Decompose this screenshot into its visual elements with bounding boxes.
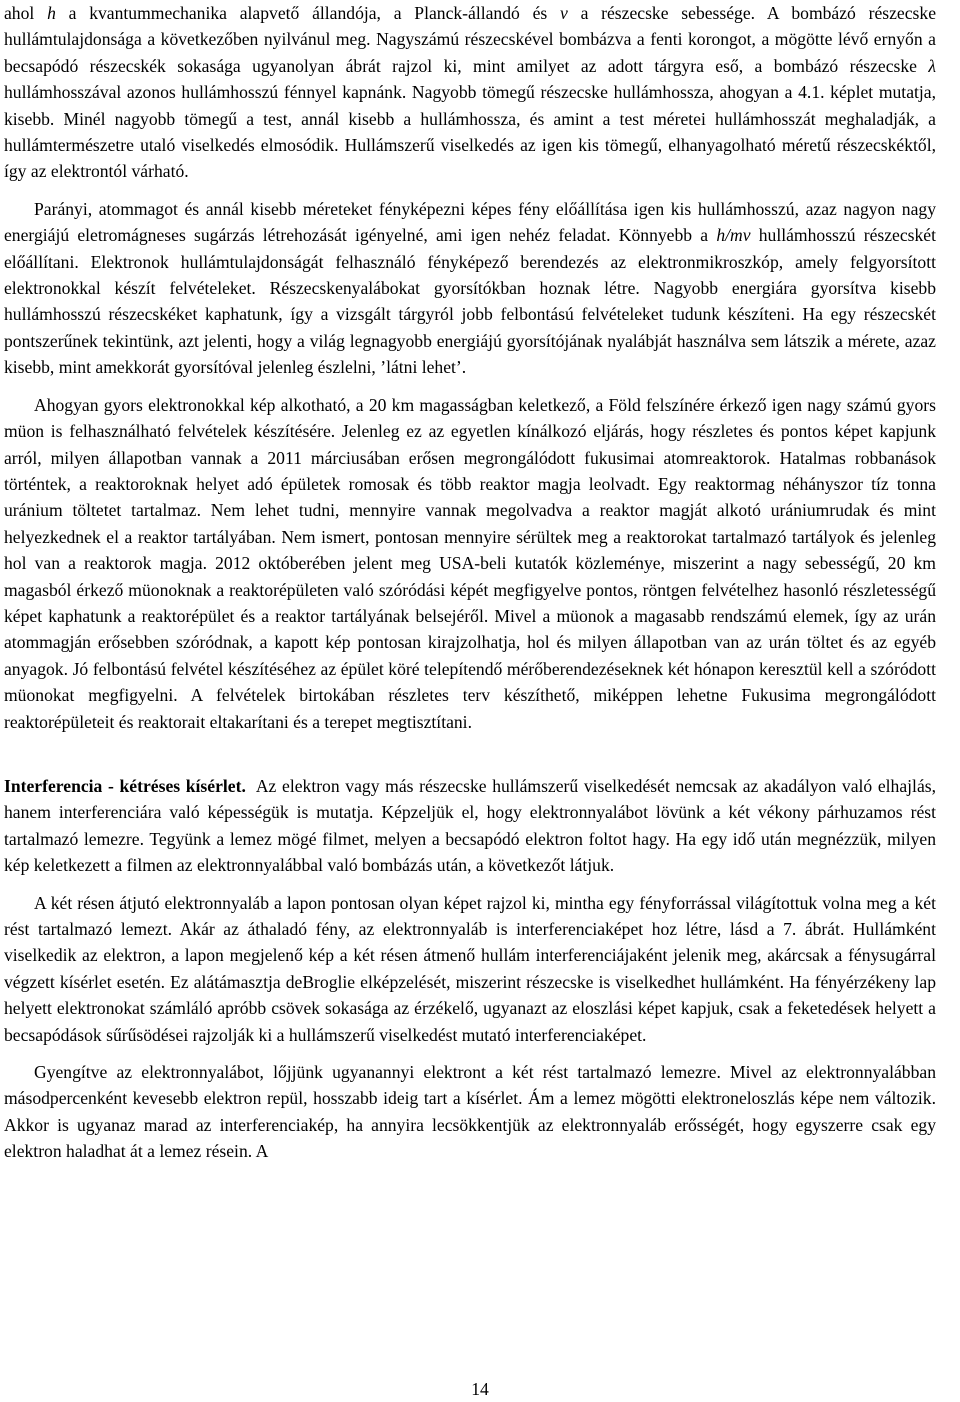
paragraph: [4, 0, 936, 185]
math-symbol: λ: [928, 55, 936, 76]
text-run: a részecske sebessége. A bombázó részecske hullámtulajdonsága a következőben nyilvánul meg. Nagyszámú részecskével bombázva a fenti korongot, a mögötte lévő ernyőn a becsapódó részecskék sokasága ugyanolyan ábrát rajzol ki, mint amilyet az adott tárgyra eső, a bombázó részecske: [4, 3, 936, 76]
math-symbol: v: [560, 3, 568, 23]
text-run: A két résen átjutó elektronnyaláb a lapon pontosan olyan képet rajzol ki, mintha egy fényforrással világítottuk volna meg a két rést tartalmazó lemezt. Akár az áthaladó fény, az elektronnyaláb is interferenciaképet hoz létre, lásd a 7. ábrát. Hullámként viselkedik az elektron, a lapon megjelenő kép a két résen átmenő hullám interferenciájaként jelenik meg, akárcsak a fénysugárral végzett kísérlet esetén. Ez alátámasztja deBroglie elképzelését, miszerint részecske is viselkedhet hullámként. Ha fényérzékeny lap helyett elektronokat számláló apróbb csövek sokasága az érzékelő, ugyanazt az eloszlási képet kapjuk, csak a feketedések helyett a becsapódások sűrűsödései rajzolják ki a hullámszerű viselkedést mutató interferenciaképet.: [4, 892, 936, 1045]
text-run: hullámhosszával azonos hullámhosszú fénnyel kapnánk. Nagyobb tömegű részecske hullámhossza, ahogyan a 4.1. képlet mutatja, kisebb. Minél nagyobb tömegű a test, annál kisebb a hullámhossza, és amint a test méretei hullámhosszát meghaladják, a hullámtermészetre utaló viselkedés elmosódik. Hullámszerű viselkedés az igen kis tömegű, elhanyagolható méretű részecskéktől, így az elektrontól várható.: [4, 82, 936, 182]
math-symbol: h: [47, 3, 56, 23]
text-run: a kvantummechanika alapvető állandója, a Planck-állandó és: [55, 3, 560, 23]
text-run: Gyengítve az elektronnyalábot, lőjjünk ugyanannyi elektront a két rést tartalmazó lemezre. Mivel az elektronnyalábban másodpercenként kevesebb elektron repül, hosszabb ideig tart a kísérlet. Ám a lemez mögötti elektroneloszlás képe nem változik. Akkor is ugyanaz marad az interferenciakép, ha annyira lecsökkentjük az elektronnyaláb erősségét, hogy egyszerre csak egy elektron haladhat át a lemez résein. A: [4, 1062, 936, 1162]
page-number: 14: [471, 1379, 489, 1399]
section-heading: Interferencia - kétréses kísérlet.: [4, 775, 246, 796]
paragraph: [4, 890, 936, 1048]
body-text: [4, 0, 936, 1176]
text-run: Parányi, atommagot és annál kisebb méreteket fényképezni képes fény előállítása igen kis hullámhosszú, azaz nagyon nagy energiájú eletromágneses sugárzás létrehozását igényelné, ami igen nehéz feladat. Könnyebb a: [4, 198, 936, 246]
text-run: ahol: [4, 3, 48, 23]
paragraph: [4, 196, 936, 381]
math-symbol: h/mv: [716, 225, 751, 246]
paragraph: [4, 392, 936, 735]
text-run: Az elektron vagy más részecske hullámszerű viselkedését nemcsak az akadályon való elhajlás, hanem interferenciára való képességük is mutatja. Képzeljük el, hogy elektronnyalábot lövünk a két vékony párhuzamos rést tartalmazó lemezre. Tegyünk a lemez mögé filmet, melyen a becsapódó elektron foltot hagy. Ha egy idő után megnézzük, milyen kép keletkezett a filmen az elektronnyalábbal való bombázás után, a következőt látjuk.: [4, 775, 936, 876]
text-run: Ahogyan gyors elektronokkal kép alkotható, a 20 km magasságban keletkező, a Föld felszínére érkező igen nagy számú gyors müon is felhasználható felvételek készítésére. Jelenleg ez az egyetlen kínálkozó eljárás, hogy részletes és pontos képet kapjunk arról, milyen állapotban vannak a 2011 márciusában erősen megrongálódott fukusimai atomreaktorok. Hatalmas robbanások történtek, a reaktoroknak helyet adó épületek romosak és több reaktor magja leolvadt. Egy reaktormag néhányszor tíz tonna uránium töltetet tartalmaz. Nem lehet tudni, mennyire vannak megolvadva a reaktor magját alkotó urániumrudak és mint helyezkednek el a reaktor tartályában. Nem ismert, pontosan mennyire sérültek meg a reaktorokat tartalmazó tartályok és jelenleg hol van a reaktorok magja. 2012 októberében jelent meg USA-beli kutatók közleménye, miszerint a nagy sebességű, 20 km magasból érkező müonoknak a reaktorépületen való szóródási képét megfigyelve pontos, röntgen felvételhez hasonló részletességű képet kaphatunk a reaktorépület és a reaktor tartályának belsejéről. Mivel a müonok a magasabb rendszámú elemek, így az urán atommagján erősebben szóródnak, a kapott kép pontosan kirajzolhatja, hol és milyen állapotban van az urán töltet és az egyéb anyagok. Jó felbontású felvétel készítéséhez az épület köré telepítendő mérőberendezéseknek két hónapon keresztül kell a szóródott müonokat megfigyelni. A felvételek birtokában részletes terv készíthető, miképpen lehetne Fukusima megrongálódott reaktorépületeit és reaktorait eltakarítani és a terepet megtisztítani.: [4, 394, 936, 732]
paragraph: [4, 1059, 936, 1165]
text-run: hullámhosszú részecskét előállítani. Elektronok hullámtulajdonságát felhasználó fényképező berendezés az elektronmikroszkóp, amely felgyorsított elektronokkal készít felvételeket. Részecskenyalábokat gyorsítókban hoznak létre. Nagyobb energiára gyorsítva kisebb hullámhosszú részecskéket kaphatunk, így a vizsgált tárgyról jobb felbontású felvételeket tudunk készíteni. Ha egy részecskét pontszerűnek tekintünk, azt jelenti, hogy a világ legnagyobb energiájú gyorsítójának nyalábját használva sem látszik a mérete, azaz kisebb, mint amekkorát gyorsítóval jelenleg észlelni, ’látni lehet’.: [4, 225, 936, 378]
paragraph: [4, 773, 936, 879]
